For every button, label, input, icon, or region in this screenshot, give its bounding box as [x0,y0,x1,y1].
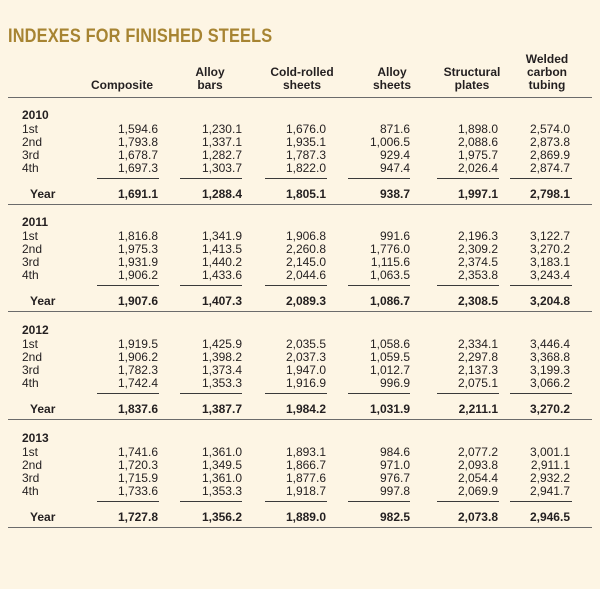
year-total-cell: 1,889.0 [285,510,326,524]
table-cell: 3,446.4 [529,337,570,351]
year-total-cell: 2,089.3 [285,294,326,308]
table-cell: 2,145.0 [285,255,326,269]
table-cell: 2,873.8 [529,135,570,149]
table-cell: 1,975.7 [457,148,498,162]
year-total-cell: 1,837.6 [117,402,158,416]
year-total-cell: 3,270.2 [529,402,570,416]
table-cell: 1,793.8 [117,135,158,149]
total-underline [97,501,159,502]
year-total-cell: 2,798.1 [529,187,570,201]
table-cell: 2,869.9 [529,148,570,162]
year-total-cell: 1,727.8 [117,510,158,524]
table-cell: 1,398.2 [201,350,242,364]
year-total-cell: 2,308.5 [457,294,498,308]
table-cell: 2,334.1 [457,337,498,351]
table-cell: 1,341.9 [201,229,242,243]
table-cell: 1,012.7 [369,363,410,377]
year-label: 2011 [22,215,49,229]
year-total-cell: 1,086.7 [369,294,410,308]
year-total-cell: 1,907.6 [117,294,158,308]
table-cell: 1,230.1 [201,122,242,136]
total-underline [348,285,410,286]
total-underline [97,178,159,179]
table-cell: 2,374.5 [457,255,498,269]
table-cell: 2,054.4 [457,471,498,485]
table-cell: 1,353.3 [201,376,242,390]
year-total-cell: 1,031.9 [369,402,410,416]
total-underline [180,501,242,502]
total-underline [180,393,242,394]
table-cell: 2,574.0 [529,122,570,136]
quarter-label: 1st [22,122,39,136]
table-cell: 997.8 [379,484,410,498]
table-cell: 1,866.7 [285,458,326,472]
table-cell: 2,026.4 [457,161,498,175]
table-cell: 1,935.1 [285,135,326,149]
column-header: Welded carbon tubing [525,52,569,92]
year-total-cell: 1,805.1 [285,187,326,201]
table-cell: 2,037.3 [285,350,326,364]
quarter-label: 4th [22,268,39,282]
table-cell: 991.6 [379,229,410,243]
total-underline [510,178,572,179]
table-cell: 1,893.1 [285,445,326,459]
table-cell: 984.6 [379,445,410,459]
year-label: 2012 [22,323,49,337]
table-cell: 2,309.2 [457,242,498,256]
table-cell: 3,243.4 [529,268,570,282]
quarter-label: 2nd [22,458,43,472]
table-cell: 1,361.0 [201,445,242,459]
total-underline [265,285,327,286]
table-cell: 2,353.8 [457,268,498,282]
year-total-cell: 1,356.2 [201,510,242,524]
total-underline [510,285,572,286]
total-underline [180,285,242,286]
total-underline [348,178,410,179]
quarter-label: 3rd [22,363,40,377]
table-cell: 1,440.2 [201,255,242,269]
total-underline [97,285,159,286]
total-underline [348,393,410,394]
table-cell: 3,270.2 [529,242,570,256]
section-rule [8,204,592,205]
table-cell: 2,260.8 [285,242,326,256]
table-cell: 1,006.5 [369,135,410,149]
table-cell: 1,975.3 [117,242,158,256]
year-total-cell: 2,946.5 [529,510,570,524]
table-cell: 1,063.5 [369,268,410,282]
quarter-label: 1st [22,229,39,243]
table-cell: 1,059.5 [369,350,410,364]
quarter-label: 1st [22,337,39,351]
table-cell: 976.7 [379,471,410,485]
table-cell: 1,433.6 [201,268,242,282]
year-total-cell: 2,073.8 [457,510,498,524]
year-total-label: Year [30,510,56,524]
header-rule [8,97,592,98]
table-cell: 1,787.3 [285,148,326,162]
total-underline [437,393,499,394]
quarter-label: 1st [22,445,39,459]
table-cell: 1,058.6 [369,337,410,351]
table-cell: 1,782.3 [117,363,158,377]
total-underline [265,393,327,394]
table-cell: 1,947.0 [285,363,326,377]
year-total-label: Year [30,294,56,308]
table-cell: 1,720.3 [117,458,158,472]
quarter-label: 2nd [22,350,43,364]
table-cell: 1,906.2 [117,350,158,364]
table-cell: 1,906.8 [285,229,326,243]
quarter-label: 2nd [22,242,43,256]
table-cell: 2,137.3 [457,363,498,377]
table-cell: 1,349.5 [201,458,242,472]
column-header: Structural plates [443,65,501,92]
page-title: INDEXES FOR FINISHED STEELS [8,26,273,47]
year-total-cell: 982.5 [379,510,410,524]
table-cell: 1,741.6 [117,445,158,459]
table-cell: 871.6 [379,122,410,136]
year-label: 2010 [22,108,49,122]
table-cell: 1,678.7 [117,148,158,162]
table-cell: 1,919.5 [117,337,158,351]
table-cell: 2,874.7 [529,161,570,175]
table-cell: 971.0 [379,458,410,472]
column-header: Composite [90,78,153,92]
quarter-label: 4th [22,161,39,175]
total-underline [348,501,410,502]
year-total-cell: 3,204.8 [529,294,570,308]
year-total-cell: 1,984.2 [285,402,326,416]
table-cell: 2,941.7 [529,484,570,498]
year-total-cell: 1,997.1 [457,187,498,201]
column-header: Alloy sheets [372,65,412,92]
table-cell: 1,337.1 [201,135,242,149]
table-cell: 2,088.6 [457,135,498,149]
table-cell: 996.9 [379,376,410,390]
section-rule [8,527,592,528]
table-cell: 2,035.5 [285,337,326,351]
quarter-label: 4th [22,484,39,498]
table-cell: 1,353.3 [201,484,242,498]
table-cell: 1,733.6 [117,484,158,498]
table-cell: 1,425.9 [201,337,242,351]
table-cell: 3,368.8 [529,350,570,364]
table-cell: 2,077.2 [457,445,498,459]
total-underline [265,501,327,502]
year-total-label: Year [30,402,56,416]
table-cell: 1,361.0 [201,471,242,485]
table-cell: 1,877.6 [285,471,326,485]
year-total-cell: 1,691.1 [117,187,158,201]
table-cell: 1,303.7 [201,161,242,175]
table-cell: 1,816.8 [117,229,158,243]
quarter-label: 3rd [22,148,40,162]
table-cell: 1,822.0 [285,161,326,175]
quarter-label: 3rd [22,255,40,269]
total-underline [97,393,159,394]
table-cell: 1,282.7 [201,148,242,162]
table-cell: 1,776.0 [369,242,410,256]
table-cell: 2,093.8 [457,458,498,472]
section-rule [8,311,592,312]
total-underline [437,501,499,502]
column-header: Cold-rolled sheets [270,65,334,92]
total-underline [265,178,327,179]
table-cell: 2,075.1 [457,376,498,390]
table-cell: 2,069.9 [457,484,498,498]
year-total-cell: 1,407.3 [201,294,242,308]
table-cell: 1,898.0 [457,122,498,136]
table-cell: 2,196.3 [457,229,498,243]
table-cell: 1,115.6 [370,255,410,269]
quarter-label: 2nd [22,135,43,149]
table-cell: 1,918.7 [285,484,326,498]
quarter-label: 3rd [22,471,40,485]
table-cell: 3,066.2 [529,376,570,390]
table-cell: 1,676.0 [285,122,326,136]
year-total-label: Year [30,187,56,201]
table-cell: 3,199.3 [529,363,570,377]
section-rule [8,419,592,420]
table-cell: 1,413.5 [201,242,242,256]
table-cell: 3,183.1 [529,255,570,269]
total-underline [510,501,572,502]
table-cell: 1,594.6 [117,122,158,136]
total-underline [510,393,572,394]
total-underline [180,178,242,179]
table-cell: 1,715.9 [117,471,158,485]
table-cell: 1,931.9 [117,255,158,269]
table-cell: 929.4 [379,148,410,162]
table-cell: 1,742.4 [117,376,158,390]
quarter-label: 4th [22,376,39,390]
table-cell: 1,697.3 [117,161,158,175]
column-header: Alloy bars [195,65,225,92]
year-total-cell: 1,387.7 [201,402,242,416]
year-total-cell: 1,288.4 [201,187,242,201]
table-cell: 3,122.7 [529,229,570,243]
table-cell: 2,932.2 [529,471,570,485]
table-cell: 2,297.8 [457,350,498,364]
table-cell: 2,044.6 [285,268,326,282]
total-underline [437,285,499,286]
year-total-cell: 2,211.1 [458,402,498,416]
table-cell: 2,911.1 [530,458,570,472]
year-label: 2013 [22,431,49,445]
table-cell: 1,373.4 [201,363,242,377]
table-cell: 947.4 [379,161,410,175]
total-underline [437,178,499,179]
table-cell: 1,906.2 [117,268,158,282]
table-cell: 3,001.1 [529,445,570,459]
year-total-cell: 938.7 [379,187,410,201]
table-cell: 1,916.9 [285,376,326,390]
